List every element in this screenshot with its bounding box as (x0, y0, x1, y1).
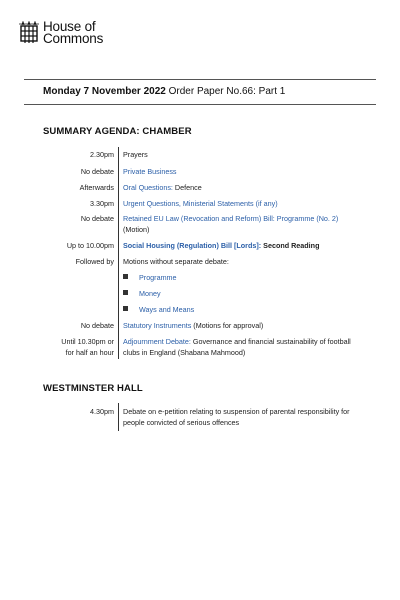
logo-line-1: House of (43, 19, 96, 34)
agenda-time: Up to 10.00pm (66, 241, 114, 250)
bullet-icon (123, 306, 128, 311)
chamber-divider-line (118, 147, 119, 359)
agenda-time: 2.30pm (90, 150, 114, 159)
westminster-hall-title: WESTMINSTER HALL (43, 383, 143, 394)
westminster-divider-line (118, 403, 119, 431)
heading-rest: Order Paper No.66: Part 1 (165, 86, 286, 97)
agenda-time: 4.30pm (90, 407, 114, 416)
agenda-time: No debate (80, 167, 114, 176)
adjournment-debate-link[interactable]: Adjournment Debate: (123, 337, 191, 346)
portcullis-icon (19, 21, 39, 45)
house-of-commons-logo (19, 21, 103, 45)
private-business-link[interactable]: Private Business (123, 167, 177, 176)
agenda-item-text: Prayers (123, 150, 148, 159)
agenda-item-text: Debate on e-petition relating to suspension of parental responsibility for people convicted of serious offences (123, 407, 350, 427)
agenda-item-text: Defence (172, 183, 202, 192)
bullet-icon (123, 290, 128, 295)
bullet-icon (123, 274, 128, 279)
agenda-time: Followed by (75, 257, 114, 266)
order-paper-heading (43, 86, 285, 97)
agenda-item-text: Motions without separate debate: (123, 257, 229, 266)
agenda-time: 3.30pm (90, 199, 114, 208)
agenda-time (61, 336, 114, 358)
top-rule (24, 79, 376, 80)
agenda-item-text: (Motion) (123, 225, 150, 234)
header-bottom-rule (24, 104, 376, 105)
agenda-item-text: Second Reading (261, 241, 320, 250)
heading-date: Monday 7 November 2022 (43, 86, 166, 97)
chamber-section-title: SUMMARY AGENDA: CHAMBER (43, 126, 192, 137)
ways-and-means-link[interactable]: Ways and Means (139, 305, 195, 314)
statutory-instruments-link[interactable]: Statutory Instruments (123, 321, 192, 330)
agenda-time-line-1: Until 10.30pm or (61, 337, 114, 346)
agenda-item-text: Governance and financial sustainability of football clubs in England (Shabana Mahmood) (123, 337, 351, 357)
money-link[interactable]: Money (139, 289, 161, 298)
social-housing-bill-link[interactable]: Social Housing (Regulation) Bill [Lords]: (123, 241, 262, 250)
programme-link[interactable]: Programme (139, 273, 177, 282)
agenda-time-line-2: for half an hour (65, 348, 114, 357)
oral-questions-link[interactable]: Oral Questions: (123, 183, 173, 192)
logo-line-2: Commons (43, 31, 104, 46)
agenda-item-text: (Motions for approval) (191, 321, 264, 330)
logo-wordmark (43, 21, 103, 45)
urgent-questions-link[interactable]: Urgent Questions, Ministerial Statements (if any) (123, 199, 278, 208)
retained-eu-law-link[interactable]: Retained EU Law (Revocation and Reform) Bill: Programme (No. 2) (123, 214, 339, 223)
agenda-time: Afterwards (79, 183, 114, 192)
agenda-time: No debate (80, 214, 114, 223)
agenda-time: No debate (80, 321, 114, 330)
